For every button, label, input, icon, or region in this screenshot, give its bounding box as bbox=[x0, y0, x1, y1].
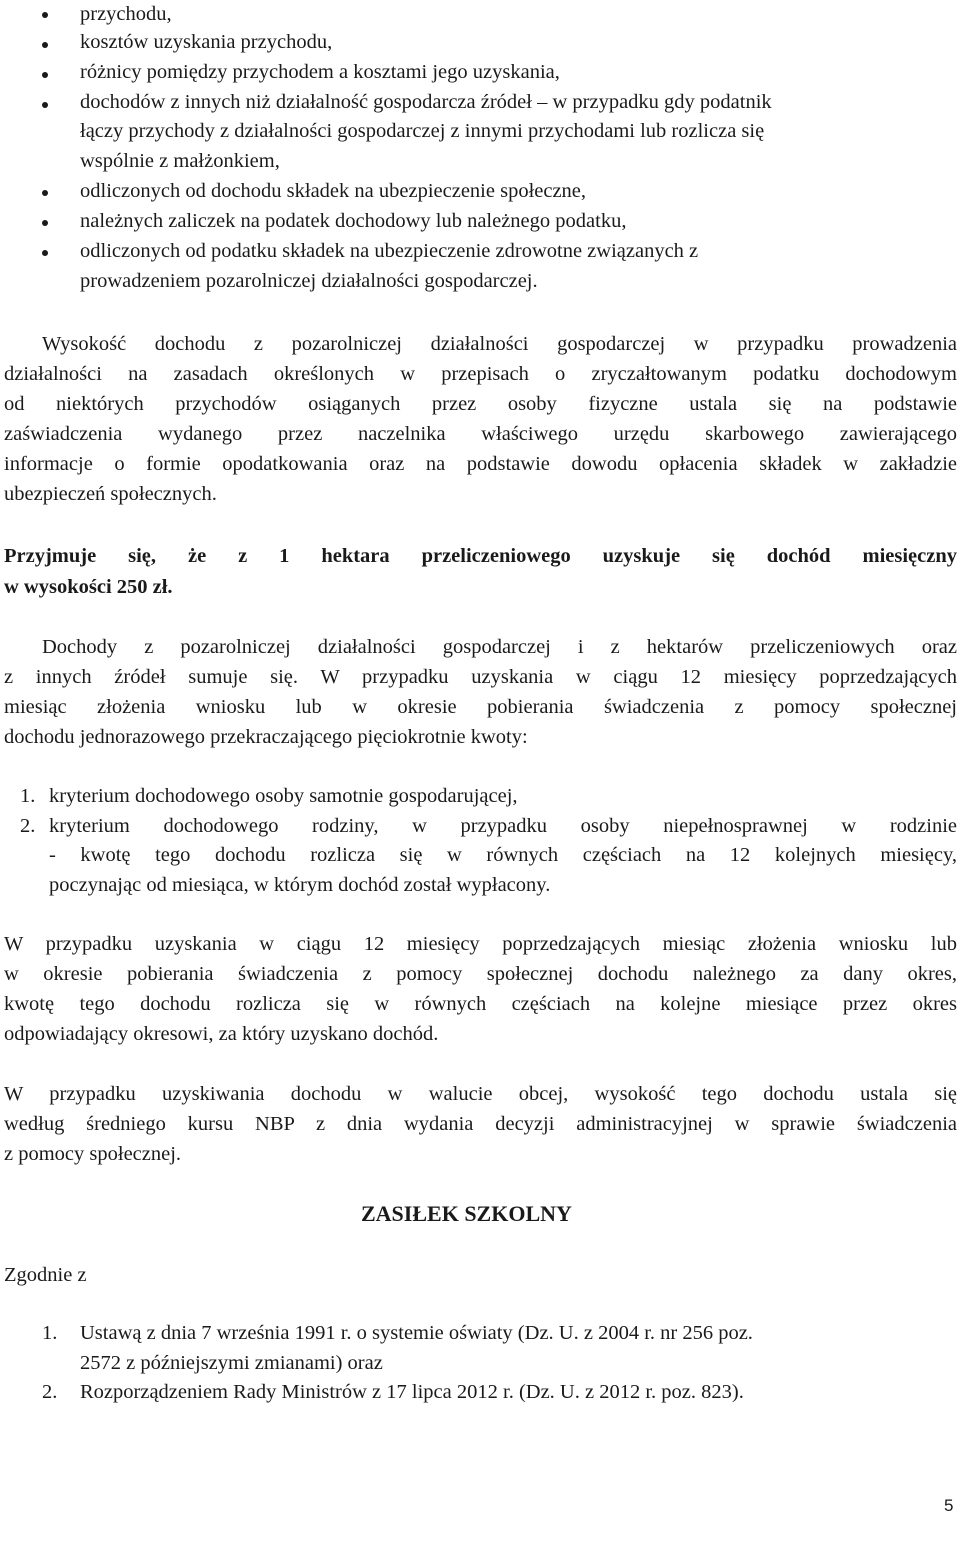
list-item: kryterium dochodowego rodziny, w przypadku osoby niepełnosprawnej w rodzinie bbox=[49, 815, 957, 837]
bullet-item: odliczonych od podatku składek na ubezpieczenie zdrowotne związanych z bbox=[80, 240, 699, 262]
paragraph-line: w okresie pobierania świadczenia z pomocy społecznej dochodu należnego za dany okres, bbox=[4, 963, 957, 985]
bold-paragraph-line: Przyjmuje się, że z 1 hektara przeliczeniowego uzyskuje się dochód miesięczny bbox=[4, 545, 957, 567]
bullet-item: dochodów z innych niż działalność gospodarcza źródeł – w przypadku gdy podatnik bbox=[80, 91, 772, 113]
list-number: 1. bbox=[42, 1322, 58, 1344]
list-item-continuation: - kwotę tego dochodu rozlicza się w równych częściach na 12 kolejnych miesięcy, bbox=[49, 844, 957, 866]
bullet-item: różnicy pomiędzy przychodem a kosztami jego uzyskania, bbox=[80, 61, 560, 83]
bullet-item-continuation: wspólnie z małżonkiem, bbox=[80, 150, 280, 172]
bullet-dot bbox=[42, 220, 48, 226]
paragraph-line: miesiąc złożenia wniosku lub w okresie pobierania świadczenia z pomocy społecznej bbox=[4, 696, 957, 718]
bullet-dot bbox=[42, 42, 48, 48]
paragraph-line: według średniego kursu NBP z dnia wydania decyzji administracyjnej w sprawie świadczenia bbox=[4, 1113, 957, 1135]
list-number: 1. bbox=[20, 785, 36, 807]
paragraph-line: Wysokość dochodu z pozarolniczej działalności gospodarczej w przypadku prowadzenia bbox=[42, 333, 957, 355]
list-number: 2. bbox=[42, 1381, 58, 1403]
paragraph-line: zaświadczenia wydanego przez naczelnika właściwego urzędu skarbowego zawierającego bbox=[4, 423, 957, 445]
paragraph-line: informacje o formie opodatkowania oraz na podstawie dowodu opłacenia składek w zakładzie bbox=[4, 453, 957, 475]
paragraph-line: działalności na zasadach określonych w przepisach o zryczałtowanym podatku dochodowym bbox=[4, 363, 957, 385]
bullet-item: przychodu, bbox=[80, 3, 172, 25]
paragraph-line: kwotę tego dochodu rozlicza się w równych częściach na kolejne miesiące przez okres bbox=[4, 993, 957, 1015]
bold-paragraph-line: w wysokości 250 zł. bbox=[4, 576, 173, 598]
bullet-dot bbox=[42, 250, 48, 256]
bullet-dot bbox=[42, 102, 48, 108]
paragraph-line: W przypadku uzyskiwania dochodu w walucie obcej, wysokość tego dochodu ustala się bbox=[4, 1083, 957, 1105]
paragraph-line: dochodu jednorazowego przekraczającego pięciokrotnie kwoty: bbox=[4, 726, 528, 748]
paragraph-line: z pomocy społecznej. bbox=[4, 1143, 182, 1165]
paragraph-line: W przypadku uzyskania w ciągu 12 miesięcy poprzedzających miesiąc złożenia wniosku lub bbox=[4, 933, 957, 955]
bullet-dot bbox=[42, 72, 48, 78]
bullet-dot bbox=[42, 12, 48, 18]
bullet-item-continuation: prowadzeniem pozarolniczej działalności gospodarczej. bbox=[80, 270, 538, 292]
bullet-item: kosztów uzyskania przychodu, bbox=[80, 31, 333, 53]
list-item: Rozporządzeniem Rady Ministrów z 17 lipca 2012 r. (Dz. U. z 2012 r. poz. 823). bbox=[80, 1381, 744, 1403]
paragraph-line: odpowiadający okresowi, za który uzyskano dochód. bbox=[4, 1023, 439, 1045]
paragraph-line: z innych źródeł sumuje się. W przypadku uzyskania w ciągu 12 miesięcy poprzedzających bbox=[4, 666, 957, 688]
bullet-dot bbox=[42, 190, 48, 196]
page-number: 5 bbox=[944, 1496, 954, 1515]
bullet-item-continuation: łączy przychody z działalności gospodarczej z innymi przychodami lub rozlicza się bbox=[80, 120, 765, 142]
paragraph-line: ubezpieczeń społecznych. bbox=[4, 483, 217, 505]
section-heading: ZASIŁEK SZKOLNY bbox=[361, 1201, 572, 1226]
paragraph-line: od niektórych przychodów osiąganych przez osoby fizyczne ustala się na podstawie bbox=[4, 393, 957, 415]
list-item: Ustawą z dnia 7 września 1991 r. o systemie oświaty (Dz. U. z 2004 r. nr 256 poz. bbox=[80, 1322, 753, 1344]
bullet-item: odliczonych od dochodu składek na ubezpieczenie społeczne, bbox=[80, 180, 587, 202]
intro-text: Zgodnie z bbox=[4, 1264, 87, 1286]
list-item-continuation: 2572 z późniejszymi zmianami) oraz bbox=[80, 1352, 383, 1374]
list-number: 2. bbox=[20, 815, 36, 837]
list-item-continuation: poczynając od miesiąca, w którym dochód został wypłacony. bbox=[49, 874, 551, 896]
paragraph-line: Dochody z pozarolniczej działalności gospodarczej i z hektarów przeliczeniowych oraz bbox=[42, 636, 957, 658]
bullet-item: należnych zaliczek na podatek dochodowy lub należnego podatku, bbox=[80, 210, 627, 232]
list-item: kryterium dochodowego osoby samotnie gospodarującej, bbox=[49, 785, 518, 807]
